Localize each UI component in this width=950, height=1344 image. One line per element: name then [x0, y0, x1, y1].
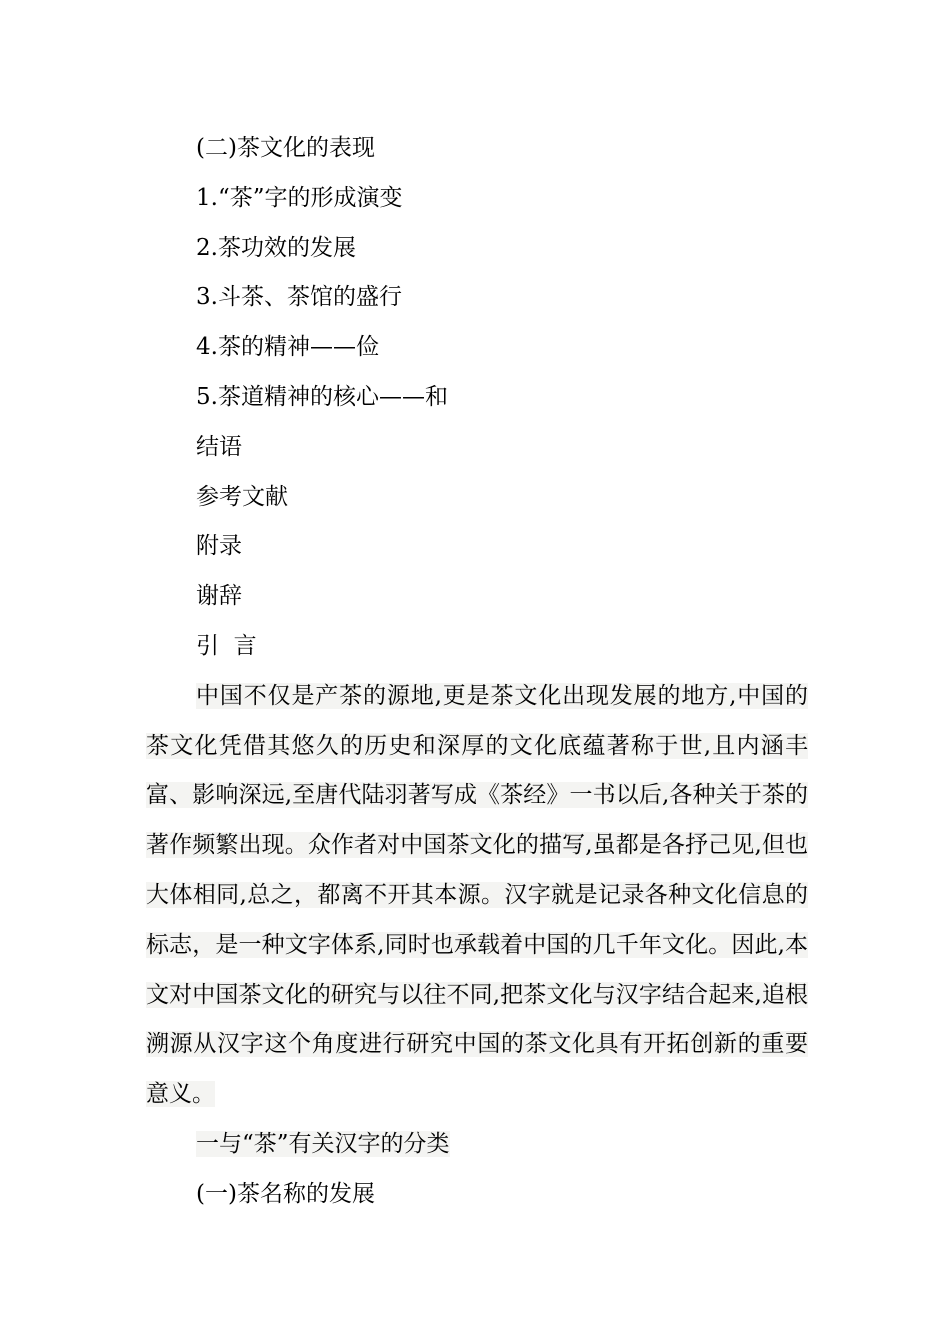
toc-entry-references: 参考文献 [196, 483, 288, 510]
toc-entry-2-4: 4.茶的精神——俭 [196, 334, 379, 361]
toc-entry-2-3: 3.斗茶、茶馆的盛行 [196, 284, 402, 311]
toc-entry-2: (二)茶文化的表现 [196, 135, 375, 161]
toc-entry-acknowledgements: 谢辞 [196, 583, 242, 610]
section-heading [146, 1120, 808, 1170]
toc-entry-2-5: 5.茶道精神的核心——和 [196, 383, 448, 410]
toc-entry-conclusion: 结语 [196, 433, 242, 460]
document-body [146, 124, 808, 1220]
introduction-paragraph [146, 672, 808, 1120]
introduction-text: 中国不仅是产茶的源地,更是茶文化出现发展的地方,中国的茶文化凭借其悠久的历史和深厚的文化底蕴著称于世,且内涵丰富、影响深远,至唐代陆羽著写成《茶经》一书以后,各种关于茶的著作频繁出现。众作者对中国茶文化的描写,虽都是各抒己见,但也大体相同,总之，都离不开其本源。汉字就是记录各种文化信息的标志，是一种文字体系,同时也承载着中国的几千年文化。因此,本文对中国茶文化的研究与以往不同,把茶文化与汉字结合起来,追根溯源从汉字这个角度进行研究中国的茶文化具有开拓创新的重要意义。 [146, 682, 808, 1108]
toc-entry-2-1: 1.“茶”字的形成演变 [196, 184, 403, 211]
toc-entry-2-2: 2.茶功效的发展 [196, 234, 356, 261]
section-heading-text: 一与“茶”有关汉字的分类 [196, 1130, 450, 1157]
introduction-heading: 引 言 [196, 632, 257, 659]
toc-entry-appendix: 附录 [196, 533, 242, 560]
subsection-heading: (一)茶名称的发展 [196, 1180, 375, 1207]
